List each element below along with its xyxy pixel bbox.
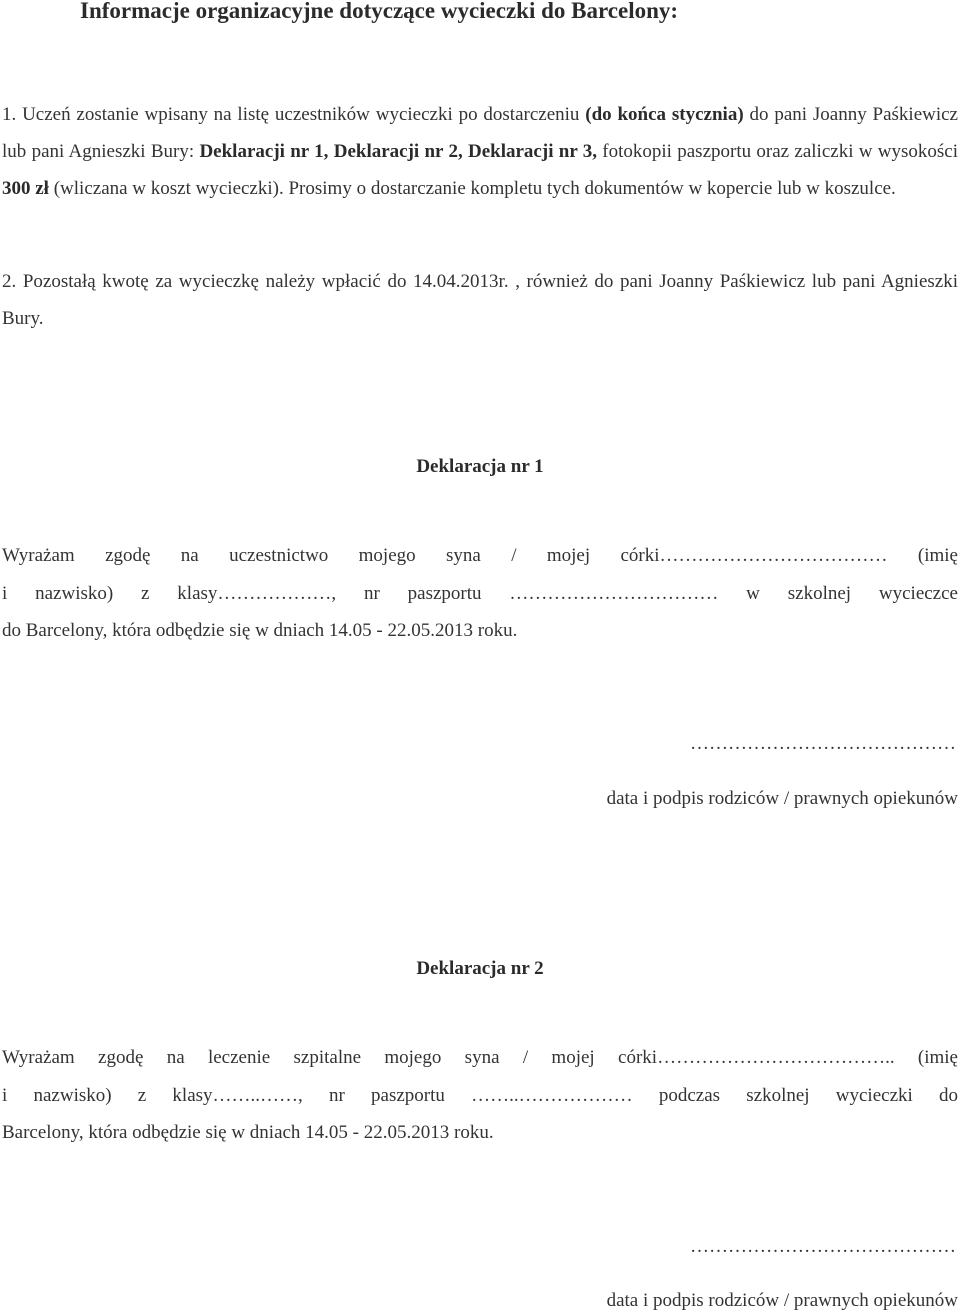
declaration-2-heading: Deklaracja nr 2 — [416, 958, 544, 979]
deadline-text: (do końca stycznia) — [585, 104, 744, 125]
declaration-2-signature-line: …………………………………… — [690, 1236, 956, 1257]
declaration-1-heading: Deklaracja nr 1 — [416, 456, 544, 477]
declaration-1-line-1: Wyrażam zgodę na uczestnictwo mojego syna / mojej córki……………………………… (imię — [2, 545, 958, 566]
info-text: 1. Uczeń zostanie wpisany na listę uczestników wycieczki po dostarczeniu — [2, 104, 586, 125]
declaration-2-signature-caption: data i podpis rodziców / prawnych opiekunów — [606, 1290, 958, 1311]
info-paragraph-2: 2. Pozostałą kwotę za wycieczkę należy wpłacić do 14.04.2013r. , również do pani Joanny Paśkiewicz lub pani Agnieszki Bury. — [2, 271, 958, 329]
required-documents-text: Deklaracji nr 1, Deklaracji nr 2, Deklaracji nr 3, — [199, 141, 597, 162]
info-text: (wliczana w koszt wycieczki). Prosimy o dostarczanie kompletu tych dokumentów w kopercie lub w koszulce. — [48, 178, 896, 199]
declaration-2-line-1: Wyrażam zgodę na leczenie szpitalne mojego syna / mojej córki……………………………….. (imię — [2, 1047, 958, 1068]
declaration-1-signature-line: …………………………………… — [690, 733, 956, 754]
declaration-1-line-3: do Barcelony, która odbędzie się w dniach 14.05 - 22.05.2013 roku. — [2, 620, 518, 641]
declaration-1-line-2: i nazwisko) z klasy………………, nr paszportu …………………………… w szkolnej wycieczce — [2, 583, 958, 604]
document-title: Informacje organizacyjne dotyczące wycieczki do Barcelony: — [80, 0, 679, 23]
declaration-2-line-2: i nazwisko) z klasy……..……, nr paszportu ……..……………… podczas szkolnej wycieczki do — [2, 1085, 958, 1106]
declaration-2-line-3: Barcelony, która odbędzie się w dniach 14.05 - 22.05.2013 roku. — [2, 1122, 494, 1143]
info-paragraph-1 — [2, 96, 958, 207]
info-text: do pani Joanny Paśkiewicz lub pani Agnieszki Bury: — [2, 104, 958, 162]
info-text: fotokopii paszportu oraz zaliczki w wysokości — [596, 141, 959, 162]
declaration-1-signature-caption: data i podpis rodziców / prawnych opiekunów — [606, 788, 958, 809]
deposit-amount-text: 300 zł — [2, 178, 49, 199]
